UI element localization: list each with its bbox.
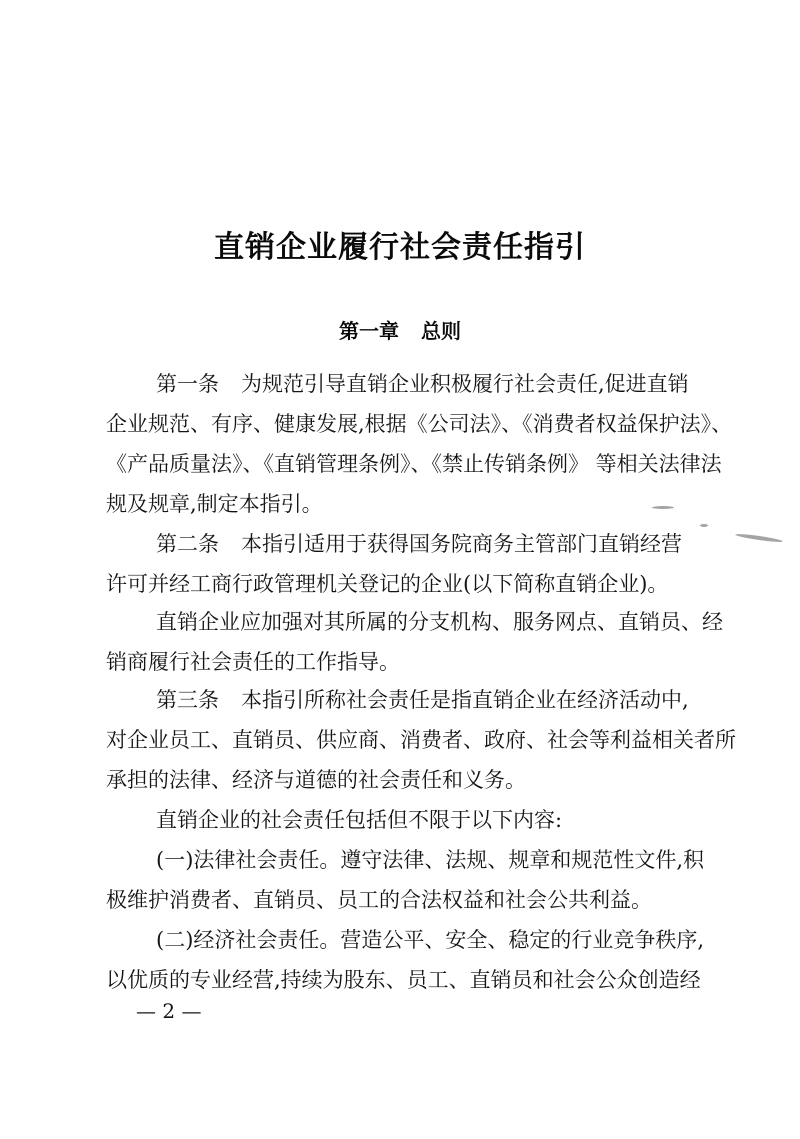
text-line: 第二条 本指引适用于获得国务院商务主管部门直销经营 bbox=[112, 524, 697, 564]
text-line: 承担的法律、经济与道德的社会责任和义务。 bbox=[106, 768, 526, 792]
article-number: 第二条 bbox=[156, 532, 219, 556]
article-number: 第一条 bbox=[156, 372, 219, 396]
chapter-heading bbox=[0, 315, 800, 344]
chapter-name: 总则 bbox=[421, 319, 461, 343]
page-number: — 2 — bbox=[136, 999, 202, 1023]
responsibility-list bbox=[106, 800, 705, 1000]
text-line: 企业规范、有序、健康发展,根据《公司法》、《消费者权益保护法》、 bbox=[106, 412, 733, 436]
article-3 bbox=[106, 680, 736, 800]
article-2 bbox=[106, 524, 697, 604]
text-line: 第一条 为规范引导直销企业积极履行社会责任,促进直销 bbox=[112, 364, 697, 404]
text-line: 直销企业的社会责任包括但不限于以下内容: bbox=[156, 808, 563, 832]
text-line: 对企业员工、直销员、供应商、消费者、政府、社会等利益相关者所 bbox=[106, 728, 736, 752]
text-line: 第三条 本指引所称社会责任是指直销企业在经济活动中, bbox=[112, 680, 697, 720]
article-1 bbox=[106, 364, 733, 524]
text-line: 极维护消费者、直销员、员工的合法权益和社会公共利益。 bbox=[106, 888, 652, 912]
list-item: (二)经济社会责任。营造公平、安全、稳定的行业竞争秩序, bbox=[156, 928, 705, 952]
text-line: 许可并经工商行政管理机关登记的企业(以下简称直销企业)。 bbox=[106, 572, 669, 596]
scan-artifact bbox=[735, 533, 783, 544]
text-line: 直销企业应加强对其所属的分支机构、服务网点、直销员、经 bbox=[156, 610, 723, 634]
chapter-label: 第一章 bbox=[339, 319, 399, 343]
list-item: (一)法律社会责任。遵守法律、法规、规章和规范性文件,积 bbox=[156, 848, 705, 872]
article-number: 第三条 bbox=[156, 688, 219, 712]
text-line: 《产品质量法》、《直销管理条例》、《禁止传销条例》 等相关法律法 bbox=[106, 452, 722, 476]
text-line: 销商履行社会责任的工作指导。 bbox=[106, 650, 400, 674]
paragraph bbox=[106, 602, 723, 682]
text-line: 以优质的专业经营,持续为股东、员工、直销员和社会公众创造经 bbox=[106, 968, 701, 992]
scan-artifact bbox=[700, 524, 708, 527]
text-line: 规及规章,制定本指引。 bbox=[106, 492, 323, 516]
document-title: 直销企业履行社会责任指引 bbox=[214, 230, 586, 265]
scan-artifact bbox=[652, 506, 674, 509]
